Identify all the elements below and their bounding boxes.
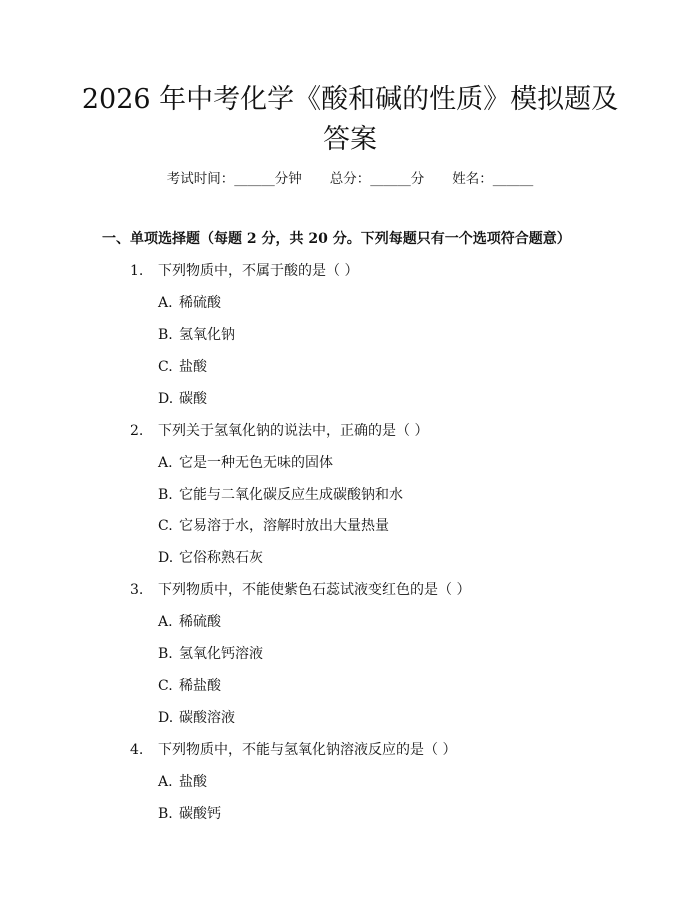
- question-3-option-c: [158, 676, 221, 696]
- student-name-field: 姓名：______: [452, 171, 534, 187]
- option-text: 氢氧化钙溶液: [179, 646, 263, 662]
- exam-time-field: 考试时间：______分钟: [166, 171, 302, 187]
- option-letter: B.: [158, 806, 173, 822]
- option-text: 它俗称熟石灰: [179, 550, 263, 566]
- option-text: 碳酸溶液: [179, 710, 235, 726]
- option-letter: C.: [158, 518, 173, 534]
- question-3-option-a: [158, 612, 221, 632]
- question-text: 下列物质中，不属于酸的是（ ）: [158, 263, 359, 279]
- question-text: 下列关于氢氧化钠的说法中，正确的是（ ）: [158, 423, 429, 439]
- option-text: 碳酸钙: [179, 806, 221, 822]
- exam-meta-line: [0, 170, 700, 188]
- option-text: 它易溶于水，溶解时放出大量热量: [179, 518, 389, 534]
- option-text: 盐酸: [179, 359, 207, 375]
- option-letter: B.: [158, 327, 173, 343]
- question-number: 2.: [130, 423, 144, 439]
- option-text: 稀硫酸: [179, 614, 221, 630]
- question-4: [130, 740, 456, 760]
- option-text: 稀盐酸: [179, 678, 221, 694]
- option-letter: D.: [158, 710, 174, 726]
- option-letter: C.: [158, 359, 173, 375]
- question-number: 1.: [130, 263, 144, 279]
- option-text: 氢氧化钠: [179, 327, 235, 343]
- question-1-option-a: [158, 293, 221, 313]
- question-2-option-c: [158, 516, 389, 536]
- option-letter: D.: [158, 550, 174, 566]
- option-letter: B.: [158, 646, 173, 662]
- option-letter: A.: [158, 295, 173, 311]
- option-text: 它能与二氧化碳反应生成碳酸钠和水: [179, 487, 403, 503]
- question-2: [130, 421, 428, 441]
- question-1: [130, 261, 358, 281]
- option-letter: A.: [158, 774, 173, 790]
- section-heading-single-choice: 一、单项选择题（每题 2 分，共 20 分。下列每题只有一个选项符合题意）: [102, 231, 571, 247]
- option-text: 盐酸: [179, 774, 207, 790]
- question-4-option-b: [158, 804, 221, 824]
- title-line-2: 答案: [323, 124, 377, 155]
- option-text: 稀硫酸: [179, 295, 221, 311]
- title-line-1: 2026 年中考化学《酸和碱的性质》模拟题及: [81, 84, 619, 115]
- option-text: 碳酸: [179, 391, 207, 407]
- option-letter: D.: [158, 391, 174, 407]
- question-text: 下列物质中，不能与氢氧化钠溶液反应的是（ ）: [158, 742, 457, 758]
- question-number: 4.: [130, 742, 144, 758]
- question-3-option-b: [158, 644, 263, 664]
- question-2-option-b: [158, 485, 403, 505]
- question-number: 3.: [130, 582, 144, 598]
- document-title: [70, 80, 630, 160]
- question-1-option-d: [158, 389, 207, 409]
- option-text: 它是一种无色无味的固体: [179, 455, 333, 471]
- question-2-option-a: [158, 453, 333, 473]
- question-2-option-d: [158, 548, 263, 568]
- option-letter: C.: [158, 678, 173, 694]
- question-3: [130, 580, 470, 600]
- question-3-option-d: [158, 708, 235, 728]
- question-4-option-a: [158, 772, 207, 792]
- option-letter: A.: [158, 614, 173, 630]
- question-text: 下列物质中，不能使紫色石蕊试液变红色的是（ ）: [158, 582, 471, 598]
- question-1-option-c: [158, 357, 207, 377]
- total-score-field: 总分：______分: [329, 171, 425, 187]
- option-letter: B.: [158, 487, 173, 503]
- question-1-option-b: [158, 325, 235, 345]
- option-letter: A.: [158, 455, 173, 471]
